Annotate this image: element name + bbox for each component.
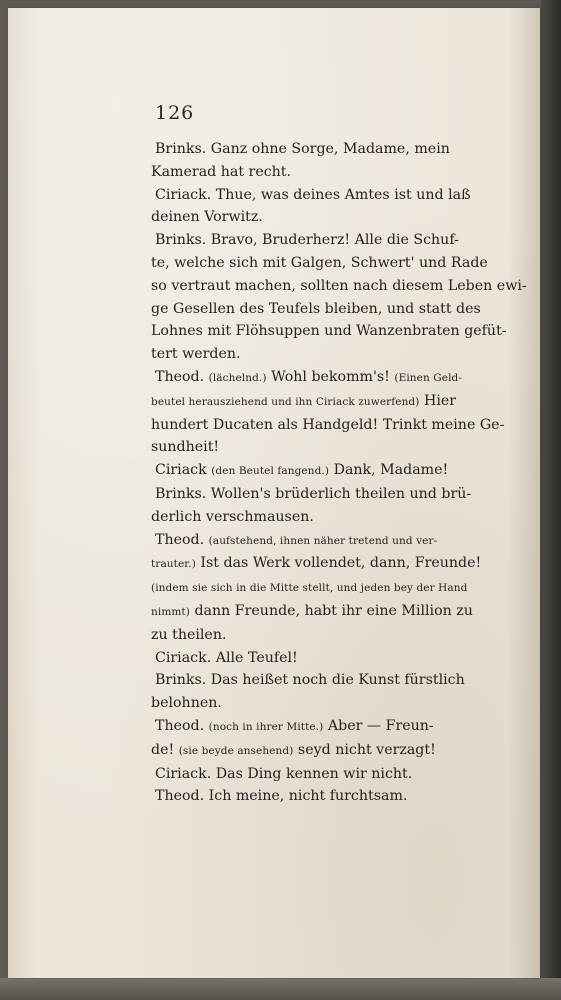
text-line [151, 343, 531, 366]
text-line [151, 161, 531, 184]
stage-direction: (sie beyde ansehend) [178, 744, 294, 757]
dialogue-text: Ciriack. Alle Teufel! [155, 649, 298, 666]
text-line [151, 576, 531, 600]
dialogue-text: Theod. [155, 717, 209, 734]
text-line [151, 552, 531, 576]
text-line [151, 600, 531, 624]
stage-direction: trauter.) [151, 558, 196, 571]
scan-background-edge [541, 0, 561, 1000]
dialogue-text: Wohl bekomm's! [266, 368, 395, 385]
text-line [151, 483, 531, 506]
text-line [151, 436, 531, 459]
dialogue-text: Theod. Ich meine, nicht furchtsam. [155, 788, 408, 805]
stage-direction: beutel herausziehend und ihn Ciriack zuwerfend) [151, 395, 420, 408]
text-line [151, 692, 531, 715]
dialogue-text: Theod. [155, 531, 209, 548]
text-line [151, 459, 531, 483]
dialogue-text: de! [151, 741, 179, 758]
stage-direction: (lächelnd.) [208, 371, 267, 384]
dialogue-text: Ciriack. Thue, was deines Amtes ist und laß [155, 186, 471, 203]
text-line [151, 506, 531, 529]
dialogue-text: Ist das Werk vollendet, dann, Freunde! [195, 555, 482, 572]
dialogue-text: te, welche sich mit Galgen, Schwert' und Rade [151, 254, 488, 271]
scan-background-bottom [0, 978, 561, 1000]
text-line [151, 320, 531, 343]
text-line [151, 206, 531, 229]
text-line [151, 229, 531, 252]
dialogue-text: seyd nicht verzagt! [293, 741, 436, 758]
text-line [151, 252, 531, 275]
text-line [151, 414, 531, 437]
dialogue-text: hundert Ducaten als Handgeld! Trinkt meine Ge- [151, 416, 505, 433]
dialogue-text: Brinks. Das heißet noch die Kunst fürstlich [155, 672, 465, 689]
text-line [151, 275, 531, 298]
text-line [151, 529, 531, 553]
stage-direction: (noch in ihrer Mitte.) [208, 720, 324, 733]
dialogue-text: Theod. [155, 368, 209, 385]
text-line [151, 390, 531, 414]
dialogue-text: so vertraut machen, sollten nach diesem Leben ewi- [151, 277, 527, 294]
dialogue-text: Brinks. Bravo, Bruderherz! Alle die Schuf- [155, 232, 459, 249]
page-number: 126 [155, 102, 195, 124]
stage-direction: (den Beutel fangend.) [211, 465, 330, 478]
dialogue-text: Ciriack [155, 462, 212, 479]
stage-direction: (Einen Geld- [394, 371, 462, 384]
dialogue-text: Brinks. Wollen's brüderlich theilen und brü- [155, 485, 472, 502]
text-line [151, 739, 531, 763]
text-line [151, 669, 531, 692]
text-line [151, 785, 531, 808]
dialogue-text: dann Freunde, habt ihr eine Million zu [189, 602, 473, 619]
dialogue-text: ge Gesellen des Teufels bleiben, und statt des [151, 300, 481, 317]
dialogue-text: belohnen. [151, 695, 222, 712]
dialogue-text: Hier [419, 392, 457, 409]
page-text-block [151, 138, 531, 808]
dialogue-text: Kamerad hat recht. [151, 163, 292, 180]
stage-direction: (aufstehend, ihnen näher tretend und ver- [208, 534, 438, 547]
text-line [151, 366, 531, 390]
stage-direction: (indem sie sich in die Mitte stellt, und jeden bey der Hand [151, 582, 468, 595]
book-page [8, 8, 540, 978]
text-line [151, 624, 531, 647]
text-line [151, 184, 531, 207]
dialogue-text: Lohnes mit Flöhsuppen und Wanzenbraten gefüt- [151, 323, 507, 340]
dialogue-text: deinen Vorwitz. [151, 209, 263, 226]
dialogue-text: tert werden. [151, 346, 241, 363]
dialogue-text: sundheit! [151, 439, 220, 456]
text-line [151, 763, 531, 786]
text-line [151, 715, 531, 739]
dialogue-text: Dank, Madame! [329, 462, 449, 479]
dialogue-text: zu theilen. [151, 626, 227, 643]
dialogue-text: Aber — Freun- [323, 717, 434, 734]
text-line [151, 298, 531, 321]
text-line [151, 138, 531, 161]
dialogue-text: Ciriack. Das Ding kennen wir nicht. [155, 765, 413, 782]
dialogue-text: derlich verschmausen. [151, 508, 314, 525]
text-line [151, 647, 531, 670]
dialogue-text: Brinks. Ganz ohne Sorge, Madame, mein [155, 141, 450, 157]
stage-direction: nimmt) [151, 605, 190, 618]
